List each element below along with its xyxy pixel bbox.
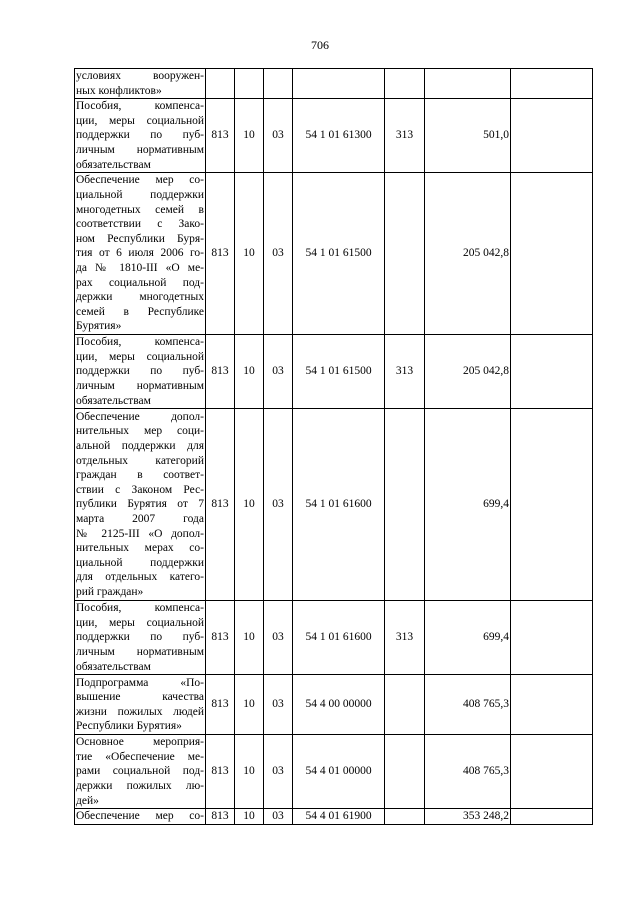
row-name-line: отдельных категорий — [76, 454, 204, 467]
row-name-line: поддержки по пуб- — [76, 365, 204, 378]
target-article-code: 54 4 01 61900 — [293, 809, 385, 825]
row-name-line: Подпрограмма «По- — [76, 676, 204, 689]
section-code: 10 — [235, 735, 264, 809]
subsection-code — [264, 69, 293, 99]
row-name-line: рах социальной под- — [76, 276, 204, 289]
page-number: 706 — [311, 38, 329, 52]
row-name-line: публики Бурятия от 7 — [76, 498, 204, 511]
row-name-line: Обеспечение допол- — [76, 410, 204, 423]
row-name-line: многодетных семей в — [76, 203, 204, 216]
table-row — [75, 735, 593, 809]
ved-code: 813 — [206, 173, 235, 335]
row-name-line: рий граждан» — [76, 585, 144, 598]
ved-code: 813 — [206, 99, 235, 173]
amount-extra — [511, 601, 593, 675]
row-name-line: соответствии с Зако- — [76, 218, 204, 231]
amount-extra — [511, 809, 593, 825]
table-row — [75, 675, 593, 735]
row-name-line: жизни пожилых людей — [76, 705, 204, 718]
row-name — [75, 601, 206, 675]
row-name-line: обязательствам — [76, 158, 151, 171]
row-name — [75, 675, 206, 735]
row-name-line: Республики Бурятия» — [76, 720, 182, 733]
amount-extra — [511, 735, 593, 809]
row-name-line: ции, меры социальной — [76, 616, 204, 629]
row-name — [75, 735, 206, 809]
expense-type-code: 313 — [385, 335, 425, 409]
amount-extra — [511, 173, 593, 335]
subsection-code: 03 — [264, 173, 293, 335]
section-code: 10 — [235, 335, 264, 409]
target-article-code: 54 4 01 00000 — [293, 735, 385, 809]
target-article-code: 54 4 00 00000 — [293, 675, 385, 735]
amount-extra — [511, 69, 593, 99]
amount-extra — [511, 335, 593, 409]
row-name — [75, 409, 206, 601]
table-row — [75, 409, 593, 601]
row-name-line: обязательствам — [76, 394, 151, 407]
amount: 699,4 — [425, 409, 511, 601]
table-row — [75, 335, 593, 409]
ved-code: 813 — [206, 335, 235, 409]
row-name-line: личным нормативным — [76, 143, 204, 156]
row-name-line: ции, меры социальной — [76, 350, 204, 363]
row-name-line: Пособия, компенса- — [76, 100, 204, 113]
section-code: 10 — [235, 601, 264, 675]
amount-extra — [511, 409, 593, 601]
expense-type-code — [385, 409, 425, 601]
target-article-code: 54 1 01 61500 — [293, 173, 385, 335]
row-name-line: тия от 6 июля 2006 го- — [76, 247, 204, 260]
row-name-line: граждан в соответ- — [76, 469, 204, 482]
row-name-line: ном Республики Буря- — [76, 232, 204, 245]
amount: 408 765,3 — [425, 675, 511, 735]
row-name-line: ции, меры социальной — [76, 114, 204, 127]
row-name-line: Основное мероприя- — [76, 736, 204, 749]
row-name-line: рами социальной под- — [76, 765, 204, 778]
amount: 501,0 — [425, 99, 511, 173]
row-name-line: Обеспечение мер со- — [76, 810, 204, 823]
row-name-line: № 2125-III «О допол- — [76, 527, 204, 540]
row-name-line: условиях вооружен- — [76, 70, 204, 82]
row-name-line: для отдельных катего- — [76, 571, 204, 584]
expense-type-code — [385, 809, 425, 825]
row-name — [75, 809, 206, 825]
expense-type-code: 313 — [385, 99, 425, 173]
subsection-code: 03 — [264, 99, 293, 173]
table-body — [75, 69, 593, 825]
table-row — [75, 809, 593, 825]
amount-extra — [511, 99, 593, 173]
row-name-line: личным нормативным — [76, 645, 204, 658]
amount: 408 765,3 — [425, 735, 511, 809]
table-row — [75, 173, 593, 335]
subsection-code: 03 — [264, 809, 293, 825]
row-name-line: Пособия, компенса- — [76, 602, 204, 615]
row-name-line: семей в Республике — [76, 305, 204, 318]
row-name-line: Бурятия» — [76, 320, 122, 333]
row-name-line: личным нормативным — [76, 379, 204, 392]
expense-type-code — [385, 173, 425, 335]
section-code: 10 — [235, 675, 264, 735]
section-code: 10 — [235, 99, 264, 173]
table-row — [75, 69, 593, 99]
amount — [425, 69, 511, 99]
row-name-line: нительных мерах со- — [76, 542, 204, 555]
row-name-line: тие «Обеспечение ме- — [76, 750, 204, 763]
row-name-line: Обеспечение мер со- — [76, 174, 204, 187]
ved-code: 813 — [206, 601, 235, 675]
table-row — [75, 99, 593, 173]
row-name-line: нительных мер соци- — [76, 425, 204, 438]
row-name — [75, 99, 206, 173]
ved-code: 813 — [206, 409, 235, 601]
expense-type-code — [385, 69, 425, 99]
ved-code: 813 — [206, 735, 235, 809]
section-code: 10 — [235, 173, 264, 335]
subsection-code: 03 — [264, 409, 293, 601]
amount: 353 248,2 — [425, 809, 511, 825]
row-name — [75, 335, 206, 409]
amount: 699,4 — [425, 601, 511, 675]
target-article-code — [293, 69, 385, 99]
section-code — [235, 69, 264, 99]
row-name-line: альной поддержки для — [76, 440, 204, 453]
row-name-line: ствии с Законом Рес- — [76, 483, 204, 496]
section-code: 10 — [235, 409, 264, 601]
row-name-line: да № 1810-III «О ме- — [76, 261, 204, 274]
amount: 205 042,8 — [425, 173, 511, 335]
expense-type-code — [385, 735, 425, 809]
target-article-code: 54 1 01 61500 — [293, 335, 385, 409]
row-name-line: поддержки по пуб- — [76, 129, 204, 142]
expense-type-code — [385, 675, 425, 735]
budget-table — [74, 68, 593, 825]
subsection-code: 03 — [264, 601, 293, 675]
row-name-line: циальной поддержки — [76, 556, 204, 569]
ved-code: 813 — [206, 809, 235, 825]
target-article-code: 54 1 01 61600 — [293, 601, 385, 675]
target-article-code: 54 1 01 61300 — [293, 99, 385, 173]
row-name-line: вышение качества — [76, 691, 204, 704]
row-name-line: марта 2007 года — [76, 512, 204, 525]
row-name-line: обязательствам — [76, 660, 151, 673]
subsection-code: 03 — [264, 735, 293, 809]
subsection-code: 03 — [264, 335, 293, 409]
row-name — [75, 173, 206, 335]
section-code: 10 — [235, 809, 264, 825]
amount: 205 042,8 — [425, 335, 511, 409]
row-name-line: ных конфликтов» — [76, 84, 162, 97]
target-article-code: 54 1 01 61600 — [293, 409, 385, 601]
ved-code: 813 — [206, 675, 235, 735]
row-name-line: держки многодетных — [76, 291, 204, 304]
amount-extra — [511, 675, 593, 735]
row-name-line: Пособия, компенса- — [76, 336, 204, 349]
ved-code — [206, 69, 235, 99]
row-name-line: держки пожилых лю- — [76, 779, 204, 792]
row-name-line: поддержки по пуб- — [76, 631, 204, 644]
subsection-code: 03 — [264, 675, 293, 735]
row-name-line: дей» — [76, 794, 99, 807]
expense-type-code: 313 — [385, 601, 425, 675]
table-row — [75, 601, 593, 675]
row-name — [75, 69, 206, 99]
row-name-line: циальной поддержки — [76, 189, 204, 202]
